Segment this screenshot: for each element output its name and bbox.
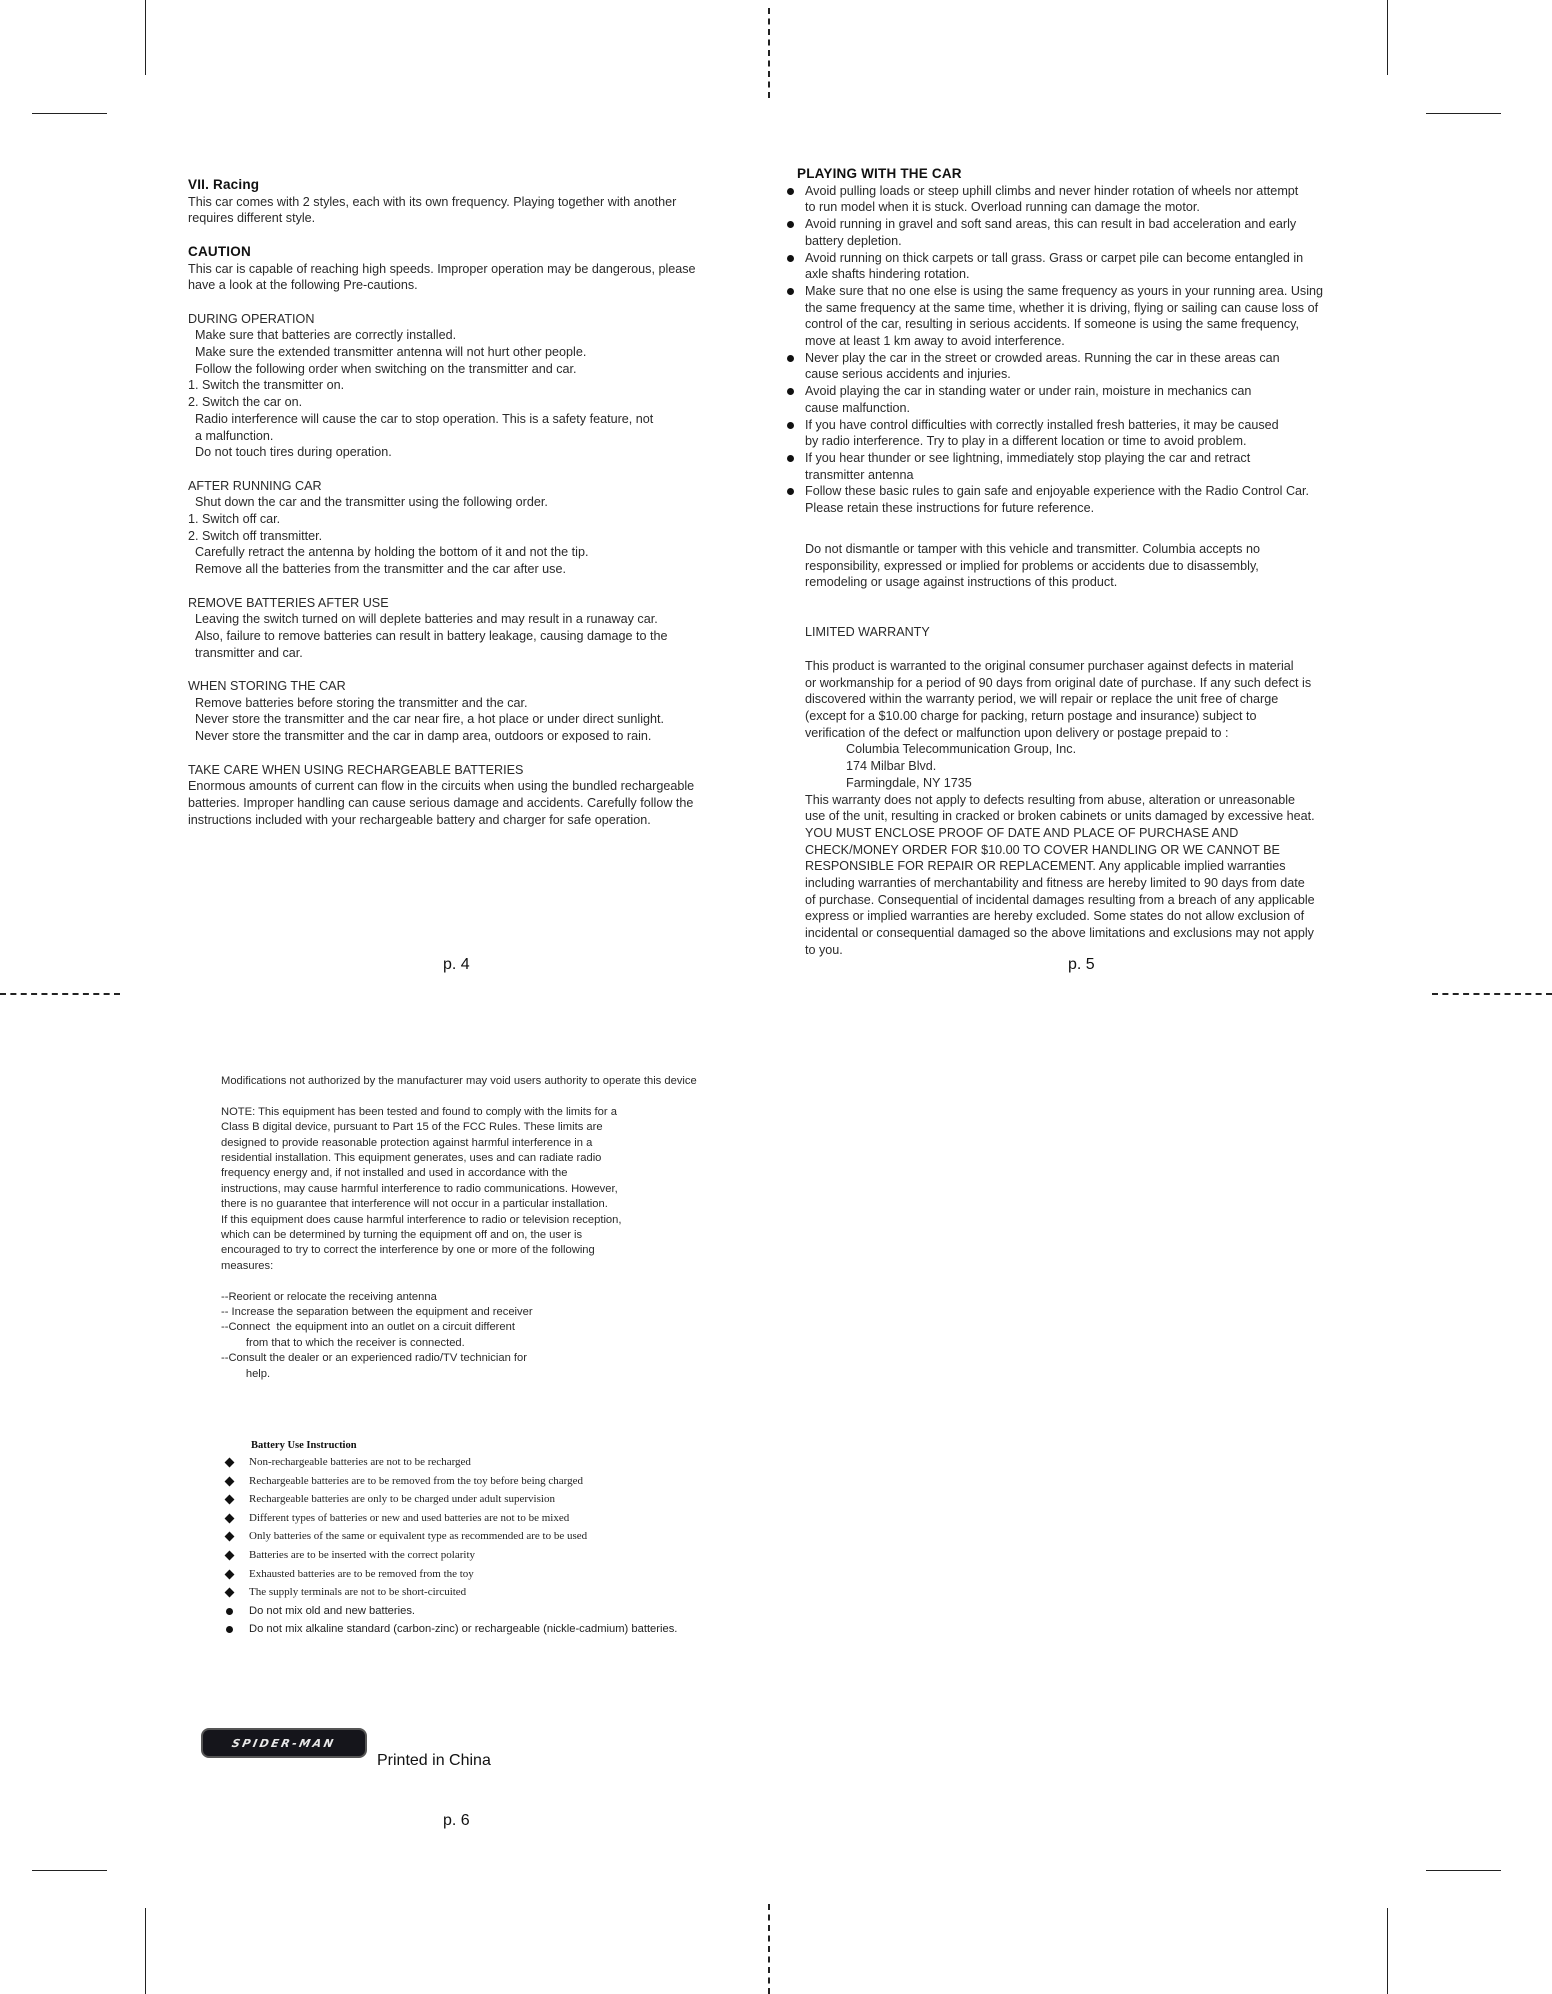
list-item: If you have control difficulties with correctly installed fresh batteries, it may be caused by radio interference. Try to play in a different location or time to avoid problem. <box>787 417 1367 450</box>
list-item: Do not mix old and new batteries. <box>225 1602 745 1621</box>
text-line: remodeling or usage against instructions of this product. <box>805 575 1118 590</box>
text-line: Never store the transmitter and the car in damp area, outdoors or exposed to rain. <box>195 729 652 744</box>
list-item: Rechargeable batteries are only to be charged under adult supervision <box>225 1490 745 1509</box>
safety-list <box>787 183 1367 517</box>
text-line: there is no guarantee that interference will not occur in a particular installation. <box>221 1198 608 1211</box>
text-line: Radio interference will cause the car to stop operation. This is a safety feature, not <box>195 411 654 426</box>
crop-mark <box>145 1908 146 1994</box>
battery-title: Battery Use Instruction <box>251 1440 357 1451</box>
crop-mark <box>145 0 146 75</box>
page-5-warranty <box>805 541 1375 959</box>
text-line: Leaving the switch turned on will deplete batteries and may result in a runaway car. <box>195 612 658 627</box>
list-item: Avoid playing the car in standing water or under rain, moisture in mechanics can cause malfunction. <box>787 383 1367 416</box>
text-line: from that to which the receiver is connected. <box>221 1336 465 1349</box>
fold-mark <box>768 1904 770 1994</box>
text-line: Do not touch tires during operation. <box>195 445 392 460</box>
spider-man-logo <box>201 1728 367 1758</box>
text-line: Shut down the car and the transmitter using the following order. <box>195 495 548 510</box>
battery-instructions <box>225 1439 745 1639</box>
section-title: AFTER RUNNING CAR <box>188 478 322 493</box>
text-line: residential installation. This equipment generates, uses and can radiate radio <box>221 1152 602 1165</box>
section-title: REMOVE BATTERIES AFTER USE <box>188 595 389 610</box>
text-line: designed to provide reasonable protection against harmful interference in a <box>221 1136 593 1149</box>
text-line: 1. Switch the transmitter on. <box>188 378 345 393</box>
text-line: Class B digital device, pursuant to Part 15 of the FCC Rules. These limits are <box>221 1121 603 1134</box>
crop-mark <box>1387 0 1388 75</box>
text-line: including warranties of merchantability and fitness are hereby limited to 90 days from date <box>805 876 1305 891</box>
text-line: Enormous amounts of current can flow in the circuits when using the bundled rechargeable <box>188 779 695 794</box>
page-5 <box>787 166 1367 517</box>
text-line: frequency energy and, if not installed and used in accordance with the <box>221 1167 568 1180</box>
list-item: Non-rechargeable batteries are not to be recharged <box>225 1453 745 1472</box>
list-item: Only batteries of the same or equivalent type as recommended are to be used <box>225 1527 745 1546</box>
section-title: DURING OPERATION <box>188 311 315 326</box>
address-line: Farmingdale, NY 1735 <box>846 775 972 790</box>
text-line: Make sure the extended transmitter antenna will not hurt other people. <box>195 345 587 359</box>
text-line: This warranty does not apply to defects resulting from abuse, alteration or unreasonable <box>805 792 1296 807</box>
text-line: NOTE: This equipment has been tested and found to comply with the limits for a <box>221 1105 617 1118</box>
address-line: Columbia Telecommunication Group, Inc. <box>846 742 1077 757</box>
logo-text: SPIDER-MAN <box>230 1736 338 1750</box>
list-item: Avoid running on thick carpets or tall grass. Grass or carpet pile can become entangled in axle shafts hindering rotation. <box>787 250 1367 283</box>
list-item: Rechargeable batteries are to be removed from the toy before being charged <box>225 1472 745 1491</box>
crop-mark <box>32 113 107 114</box>
printed-in-china: Printed in China <box>377 1752 491 1769</box>
text-line: of purchase. Consequential of incidental damages resulting from a breach of any applicable <box>805 892 1315 907</box>
address-line: 174 Milbar Blvd. <box>846 759 937 774</box>
text-line: help. <box>221 1367 271 1380</box>
text-line: If this equipment does cause harmful interference to radio or television reception, <box>221 1213 622 1226</box>
text-line: RESPONSIBLE FOR REPAIR OR REPLACEMENT. Any applicable implied warranties <box>805 859 1286 874</box>
list-item: Do not mix alkaline standard (carbon-zinc) or rechargeable (nickle-cadmium) batteries. <box>225 1620 745 1639</box>
text-line: responsibility, expressed or implied for problems or accidents due to disassembly, <box>805 558 1259 573</box>
text-line: --Reorient or relocate the receiving antenna <box>221 1290 437 1303</box>
list-item: Never play the car in the street or crowded areas. Running the car in these areas can cause serious accidents and injuries. <box>787 350 1367 383</box>
text-line: CHECK/MONEY ORDER FOR $10.00 TO COVER HANDLING OR WE CANNOT BE <box>805 842 1280 857</box>
section-title: TAKE CARE WHEN USING RECHARGEABLE BATTERIES <box>188 762 524 777</box>
list-item: Make sure that no one else is using the same frequency as yours in your running area. Using the same frequency at the same time, whether it is driving, flying or sailing can cause loss of control of the car, resulting in serious accidents. If someone is using the same frequency, move at least 1 km away to avoid interference. <box>787 283 1367 350</box>
list-item: Different types of batteries or new and used batteries are not to be mixed <box>225 1509 745 1528</box>
text-line: This product is warranted to the original consumer purchaser against defects in material <box>805 658 1294 673</box>
text-line: Make sure that batteries are correctly installed. <box>195 328 457 343</box>
list-item: The supply terminals are not to be short-circuited <box>225 1583 745 1602</box>
list-item: Exhausted batteries are to be removed from the toy <box>225 1565 745 1584</box>
text-line: --Connect the equipment into an outlet on a circuit different <box>221 1321 515 1334</box>
text-line: Carefully retract the antenna by holding the bottom of it and not the tip. <box>195 545 589 560</box>
text-line: transmitter and car. <box>195 645 303 660</box>
text-line: Do not dismantle or tamper with this vehicle and transmitter. Columbia accepts no <box>805 542 1260 556</box>
text-line: Remove all the batteries from the transmitter and the car after use. <box>195 562 566 577</box>
text-line: requires different style. <box>188 211 316 226</box>
fold-mark <box>768 8 770 98</box>
text-line: which can be determined by turning the equipment off and on, the user is <box>221 1229 583 1242</box>
list-item: If you hear thunder or see lightning, immediately stop playing the car and retract transmitter antenna <box>787 450 1367 483</box>
text-line: encouraged to try to correct the interference by one or more of the following <box>221 1244 595 1257</box>
section-title: LIMITED WARRANTY <box>805 625 930 640</box>
text-line: discovered within the warranty period, we will repair or replace the unit free of charge <box>805 692 1279 707</box>
crop-mark <box>1426 1870 1501 1871</box>
text-line: Never store the transmitter and the car near fire, a hot place or under direct sunlight. <box>195 712 665 727</box>
list-item: Avoid pulling loads or steep uphill climbs and never hinder rotation of wheels nor attempt to run model when it is stuck. Overload running can damage the motor. <box>787 183 1367 216</box>
text-line: This car is capable of reaching high speeds. Improper operation may be dangerous, please <box>188 261 696 276</box>
crop-mark <box>1426 113 1501 114</box>
page-number: p. 5 <box>1068 956 1095 973</box>
section-title: CAUTION <box>188 243 251 259</box>
text-line: 2. Switch off transmitter. <box>188 528 323 543</box>
fold-mark <box>1432 993 1552 995</box>
fold-mark <box>0 993 120 995</box>
text-line: use of the unit, resulting in cracked or broken cabinets or units damaged by excessive heat. <box>805 809 1315 824</box>
text-line: Modifications not authorized by the manufacturer may void users authority to operate this device <box>221 1075 697 1087</box>
text-line: measures: <box>221 1259 274 1272</box>
text-line: or workmanship for a period of 90 days from original date of purchase. If any such defect is <box>805 675 1312 690</box>
text-line: YOU MUST ENCLOSE PROOF OF DATE AND PLACE OF PURCHASE AND <box>805 825 1239 840</box>
text-line: (except for a $10.00 charge for packing, return postage and insurance) subject to <box>805 708 1257 723</box>
text-line: --Consult the dealer or an experienced radio/TV technician for <box>221 1352 527 1365</box>
crop-mark <box>1387 1908 1388 1994</box>
text-line: verification of the defect or malfunction upon delivery or postage prepaid to : <box>805 725 1229 740</box>
text-line: express or implied warranties are hereby excluded. Some states do not allow exclusion of <box>805 909 1305 924</box>
section-title: PLAYING WITH THE CAR <box>797 166 962 181</box>
text-line: Follow the following order when switching on the transmitter and car. <box>195 361 577 376</box>
battery-list <box>225 1453 745 1639</box>
text-line: to you. <box>805 942 843 957</box>
fcc-notice <box>221 1074 741 1382</box>
page-4 <box>188 177 748 828</box>
text-line: have a look at the following Pre-cautions. <box>188 278 418 293</box>
text-line: 1. Switch off car. <box>188 512 281 527</box>
list-item: Follow these basic rules to gain safe and enjoyable experience with the Radio Control Car. Please retain these instructions for future reference. <box>787 483 1367 516</box>
section-title: VII. Racing <box>188 177 260 192</box>
page-number: p. 4 <box>443 956 470 973</box>
text-line: instructions, may cause harmful interference to radio communications. However, <box>221 1182 618 1195</box>
list-item: Avoid running in gravel and soft sand areas, this can result in bad acceleration and early battery depletion. <box>787 216 1367 249</box>
crop-mark <box>32 1870 107 1871</box>
page-number: p. 6 <box>443 1812 470 1829</box>
text-line: Remove batteries before storing the transmitter and the car. <box>195 695 528 710</box>
text-line: -- Increase the separation between the equipment and receiver <box>221 1306 533 1319</box>
text-line: This car comes with 2 styles, each with its own frequency. Playing together with another <box>188 194 677 209</box>
text-line: Also, failure to remove batteries can result in battery leakage, causing damage to the <box>195 628 668 643</box>
list-item: Batteries are to be inserted with the correct polarity <box>225 1546 745 1565</box>
section-title: WHEN STORING THE CAR <box>188 679 346 694</box>
text-line: 2. Switch the car on. <box>188 395 303 410</box>
text-line: a malfunction. <box>195 428 274 443</box>
text-line: incidental or consequential damaged so the above limitations and exclusions may not apply <box>805 926 1314 941</box>
text-line: instructions included with your rechargeable battery and charger for safe operation. <box>188 812 651 827</box>
text-line: batteries. Improper handling can cause serious damage and accidents. Carefully follow the <box>188 795 694 810</box>
